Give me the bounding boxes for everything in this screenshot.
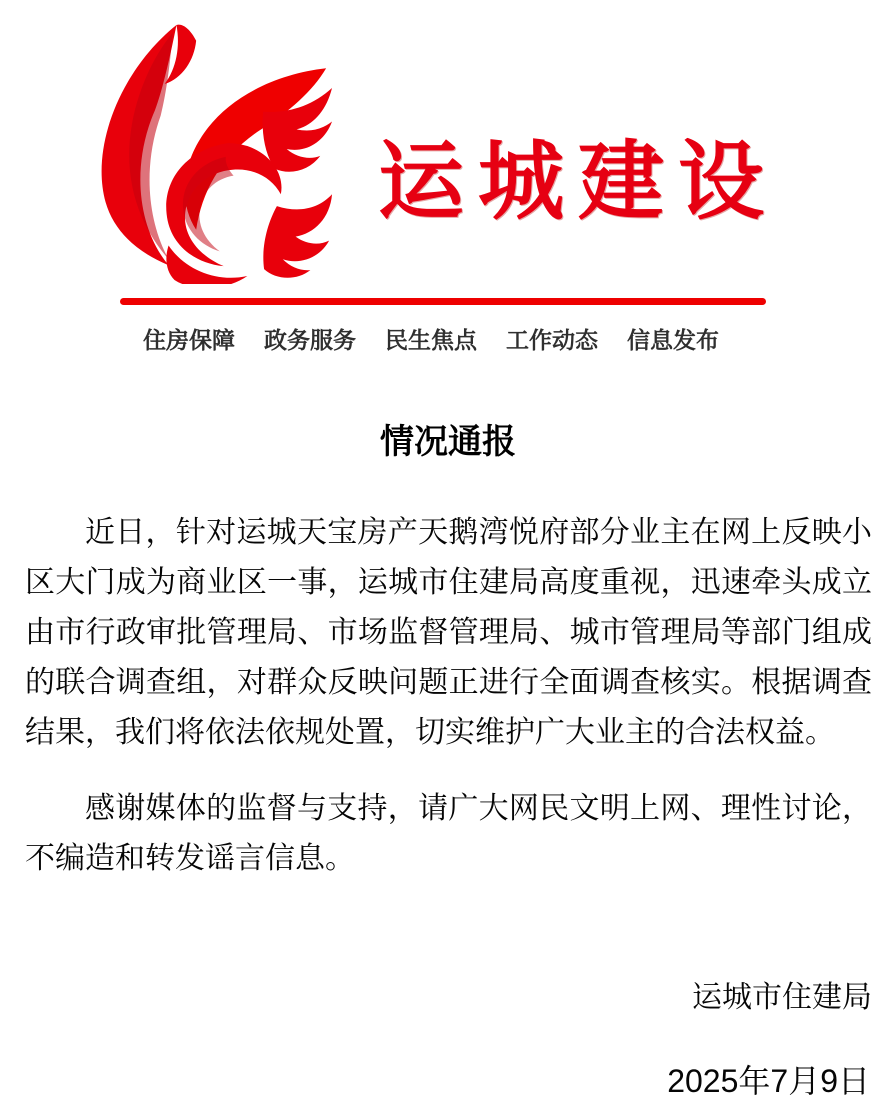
- nav-item-livelihood[interactable]: 民生焦点: [385, 327, 477, 353]
- nav-menu: [143, 328, 896, 353]
- notice-paragraph: 感谢媒体的监督与支持，请广大网民文明上网、理性讨论，不编造和转发谣言信息。: [25, 792, 872, 875]
- nav-item-housing[interactable]: 住房保障: [143, 327, 235, 353]
- notice-body: [0, 508, 896, 884]
- nav-item-services[interactable]: 政务服务: [264, 327, 356, 353]
- header: [0, 0, 896, 306]
- nav-item-work[interactable]: 工作动态: [506, 327, 598, 353]
- page-title: 情况通报: [380, 423, 516, 461]
- notice-paragraph: 近日，针对运城天宝房产天鹅湾悦府部分业主在网上反映小区大门成为商业区一事，运城市住建局高度重视，迅速牵头成立由市行政审批管理局、市场监督管理局、城市管理局等部门组成的联合调查组，对群众反映问题正进行全面调查核实。根据调查结果，我们将依法依规处置，切实维护广大业主的合法权益。: [25, 516, 872, 749]
- signature: 运城市住建局: [692, 981, 872, 1014]
- brand-calligraphy: 运城建设: [378, 131, 778, 232]
- phoenix-ribbon-logo-icon: [78, 16, 334, 284]
- publish-date: 2025年7月9日: [667, 1063, 870, 1099]
- red-divider: [120, 298, 766, 305]
- nav-item-info[interactable]: 信息发布: [627, 327, 719, 353]
